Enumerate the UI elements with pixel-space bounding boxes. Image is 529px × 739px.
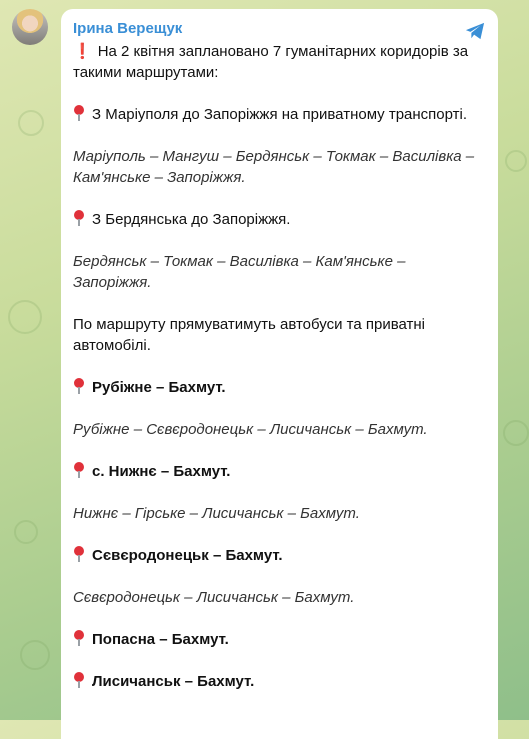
exclamation-icon: ❗ xyxy=(73,43,92,60)
route-1-title: З Маріуполя до Запоріжжя на приватному транспорті. xyxy=(73,104,484,125)
route-4-title: с. Нижнє – Бахмут. xyxy=(73,461,484,482)
route-5-path: Сєвєродонецьк – Лисичанськ – Бахмут. xyxy=(73,589,355,606)
pin-icon xyxy=(73,378,85,394)
intro-text: ❗ На 2 квітня заплановано 7 гуманітарних коридорів за такими маршрутами: xyxy=(73,43,469,81)
telegram-share-icon[interactable] xyxy=(464,21,486,41)
transport-note: По маршруту прямуватимуть автобуси та приватні автомобілі. xyxy=(73,316,426,354)
route-7-title: Лисичанськ – Бахмут. xyxy=(73,671,484,692)
author-name[interactable]: Ірина Верещук xyxy=(73,20,183,37)
pin-icon xyxy=(73,672,85,688)
route-2-title: З Бердянська до Запоріжжя. xyxy=(73,209,484,230)
pin-icon xyxy=(73,210,85,226)
route-5-title: Сєвєродонецьк – Бахмут. xyxy=(73,545,484,566)
pin-icon xyxy=(73,105,85,121)
route-2-path: Бердянськ – Токмак – Василівка – Кам'янське – Запоріжжя. xyxy=(73,253,406,291)
pin-icon xyxy=(73,630,85,646)
pin-icon xyxy=(73,462,85,478)
route-3-title: Рубіжне – Бахмут. xyxy=(73,377,484,398)
route-3-path: Рубіжне – Сєвєродонецьк – Лисичанськ – Бахмут. xyxy=(73,421,428,438)
message-bubble xyxy=(61,9,498,739)
route-1-path: Маріуполь – Мангуш – Бердянськ – Токмак – Василівка – Кам'янське – Запоріжжя. xyxy=(73,148,475,186)
route-4-path: Нижнє – Гірське – Лисичанськ – Бахмут. xyxy=(73,505,360,522)
route-6-title: Попасна – Бахмут. xyxy=(73,629,484,650)
author-avatar[interactable] xyxy=(12,9,48,45)
pin-icon xyxy=(73,546,85,562)
